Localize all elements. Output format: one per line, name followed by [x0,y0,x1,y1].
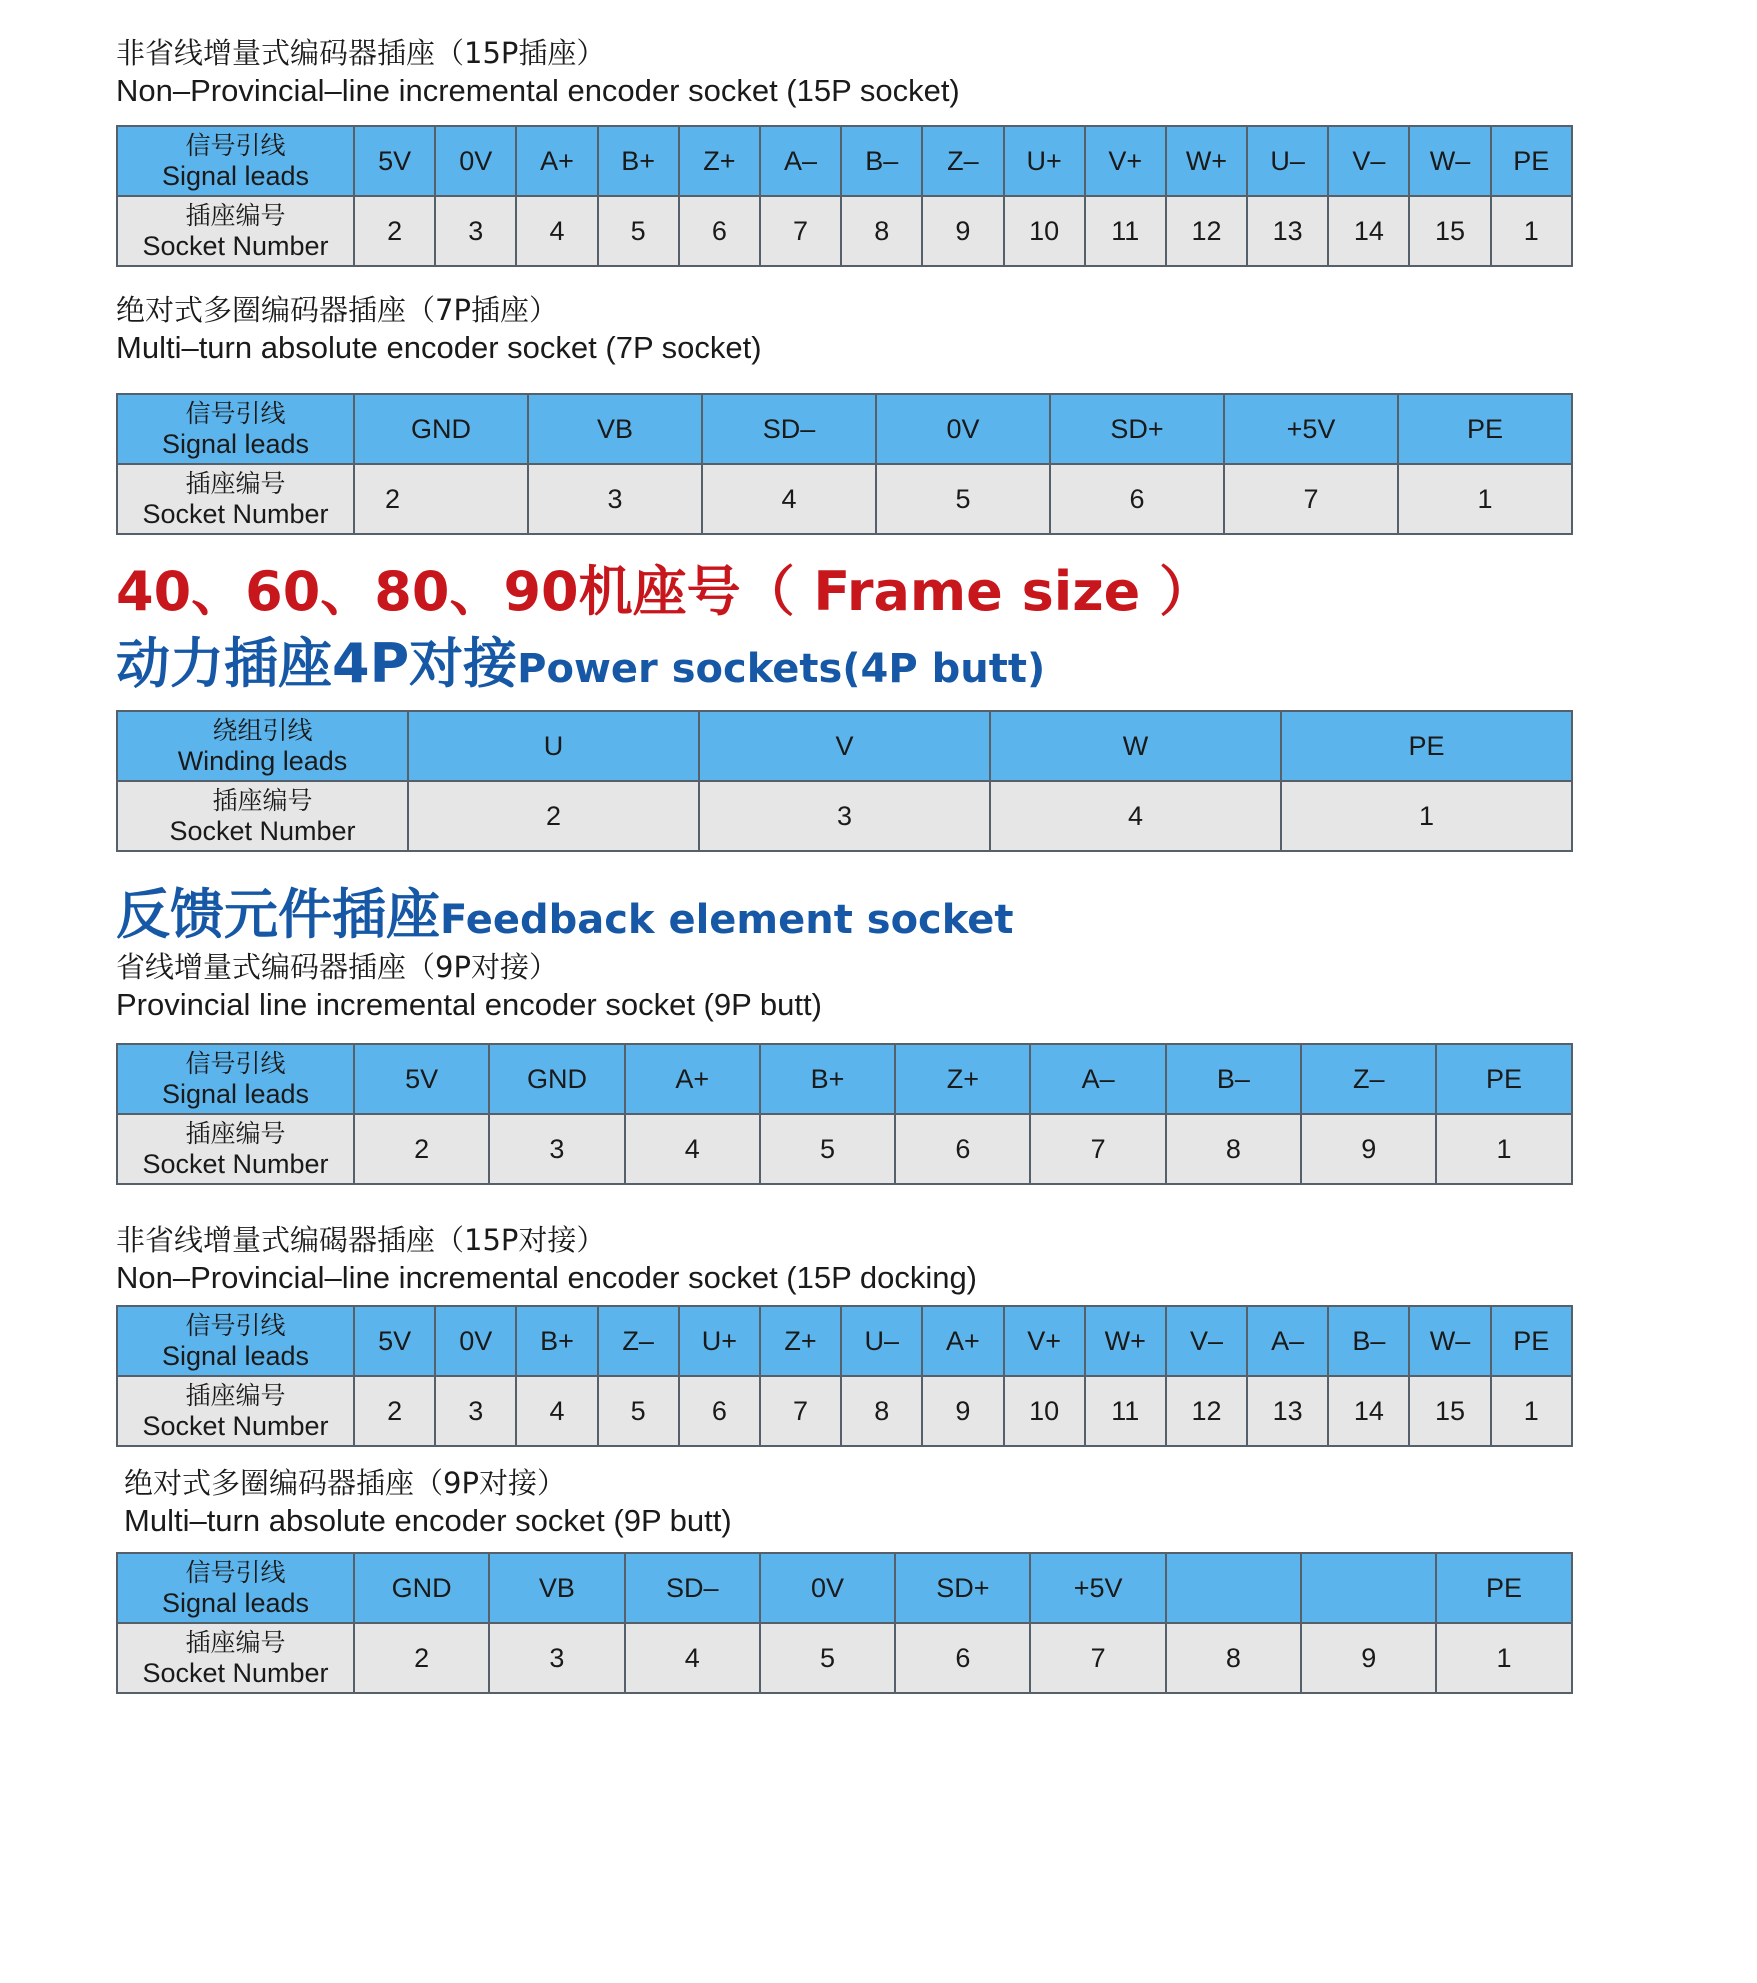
number-cell: 3 [489,1623,624,1693]
number-cell: 2 [408,781,699,851]
header-signal-leads: 信号引线 Signal leads [117,1553,354,1623]
title-cn: 非省线增量式编碣器插座（15P对接） [116,1223,606,1257]
signal-cell: W+ [1166,126,1247,196]
signal-cell: A– [760,126,841,196]
signal-cell: V [699,711,990,781]
section-15p-socket-caption [116,34,1571,110]
number-cell: 4 [990,781,1281,851]
signal-row [117,1306,1572,1376]
signal-cell: U+ [1004,126,1085,196]
number-cell: 15 [1409,1376,1490,1446]
number-cell: 7 [1030,1623,1165,1693]
power-heading-cn: 动力插座4P对接 [116,632,518,695]
title-cn: 绝对式多圈编码器插座（7P插座） [116,293,558,327]
signal-cell: 5V [354,126,435,196]
header-socket-number: 插座编号 Socket Number [117,1623,354,1693]
signal-cell: V– [1328,126,1409,196]
header-socket-number: 插座编号 Socket Number [117,781,408,851]
signal-cell: U+ [679,1306,760,1376]
power-sockets-heading [116,629,1571,704]
number-cell: 7 [1224,464,1398,534]
signal-cell: PE [1436,1044,1571,1114]
number-cell: 1 [1436,1114,1571,1184]
signal-cell: A– [1247,1306,1328,1376]
number-cell: 8 [841,196,922,266]
number-cell: 6 [895,1114,1030,1184]
header-signal-leads: 信号引线 Signal leads [117,1044,354,1114]
table-15p-docking [116,1305,1573,1447]
number-cell: 2 [354,1114,489,1184]
number-cell: 9 [922,196,1003,266]
signal-cell: B+ [598,126,679,196]
header-signal-leads: 信号引线 Signal leads [117,394,354,464]
section-9p-absolute-caption [124,1464,1579,1540]
header-socket-number: 插座编号 Socket Number [117,464,354,534]
number-cell: 9 [1301,1623,1436,1693]
signal-cell: Z– [1301,1044,1436,1114]
signal-cell: W [990,711,1281,781]
table-9p-incremental [116,1043,1573,1185]
number-cell: 14 [1328,1376,1409,1446]
number-cell: 7 [760,196,841,266]
number-row [117,1114,1572,1184]
signal-cell: PE [1436,1553,1571,1623]
number-cell: 3 [489,1114,624,1184]
number-cell: 9 [922,1376,1003,1446]
number-cell: 5 [876,464,1050,534]
number-cell: 1 [1491,196,1572,266]
number-cell: 5 [760,1114,895,1184]
signal-cell: SD+ [895,1553,1030,1623]
number-cell: 6 [679,196,760,266]
title-en: Non–Provincial–line incremental encoder socket (15P docking) [116,1260,978,1295]
feedback-heading-cn: 反馈元件插座 [116,883,440,946]
signal-cell: 5V [354,1044,489,1114]
number-cell: 9 [1301,1114,1436,1184]
number-cell: 11 [1085,1376,1166,1446]
signal-cell: SD+ [1050,394,1224,464]
signal-cell: Z+ [760,1306,841,1376]
section-7p-socket-caption [116,291,1571,367]
signal-cell: PE [1491,1306,1572,1376]
signal-cell: PE [1491,126,1572,196]
header-signal-leads: 信号引线 Signal leads [117,1306,354,1376]
signal-cell: GND [489,1044,624,1114]
signal-cell: 0V [760,1553,895,1623]
number-cell: 4 [516,1376,597,1446]
section-9p-incremental-caption [116,948,1571,1024]
header-socket-number: 插座编号 Socket Number [117,1114,354,1184]
table-9p-absolute [116,1552,1573,1694]
signal-row [117,394,1572,464]
signal-cell: Z+ [895,1044,1030,1114]
number-row [117,1623,1572,1693]
table-15p-socket [116,125,1573,267]
header-socket-number: 插座编号 Socket Number [117,1376,354,1446]
number-cell: 2 [354,1376,435,1446]
number-cell: 1 [1398,464,1572,534]
number-cell: 7 [760,1376,841,1446]
number-cell: 10 [1004,196,1085,266]
signal-cell: 0V [435,1306,516,1376]
number-cell: 6 [895,1623,1030,1693]
signal-cell: V– [1166,1306,1247,1376]
header-socket-number: 插座编号 Socket Number [117,196,354,266]
signal-cell: V+ [1004,1306,1085,1376]
number-cell: 13 [1247,1376,1328,1446]
signal-cell: SD– [625,1553,760,1623]
title-en: Non–Provincial–line incremental encoder socket (15P socket) [116,73,960,108]
number-cell: 13 [1247,196,1328,266]
signal-cell: A+ [516,126,597,196]
feedback-heading [116,880,1571,955]
number-cell: 14 [1328,196,1409,266]
number-row [117,196,1572,266]
number-cell: 12 [1166,1376,1247,1446]
signal-cell: U– [841,1306,922,1376]
signal-cell: A+ [625,1044,760,1114]
signal-cell: 0V [435,126,516,196]
signal-cell: SD– [702,394,876,464]
signal-cell: U– [1247,126,1328,196]
title-cn: 省线增量式编码器插座（9P对接） [116,950,558,984]
title-en: Multi–turn absolute encoder socket (7P socket) [116,330,762,365]
signal-cell: W+ [1085,1306,1166,1376]
signal-cell-empty [1166,1553,1301,1623]
number-cell: 12 [1166,196,1247,266]
signal-cell: +5V [1030,1553,1165,1623]
signal-cell: V+ [1085,126,1166,196]
signal-cell: B+ [516,1306,597,1376]
title-cn: 绝对式多圈编码器插座（9P对接） [124,1466,566,1500]
number-cell: 8 [841,1376,922,1446]
signal-cell: +5V [1224,394,1398,464]
signal-cell: VB [528,394,702,464]
signal-cell: Z– [598,1306,679,1376]
title-en: Multi–turn absolute encoder socket (9P butt) [124,1503,732,1538]
number-cell: 11 [1085,196,1166,266]
number-cell: 5 [760,1623,895,1693]
signal-cell: GND [354,1553,489,1623]
number-cell: 3 [435,196,516,266]
number-cell: 2 [354,1623,489,1693]
signal-cell: B– [1328,1306,1409,1376]
number-cell: 1 [1281,781,1572,851]
number-row [117,1376,1572,1446]
number-row [117,464,1572,534]
number-cell: 6 [679,1376,760,1446]
signal-cell: U [408,711,699,781]
power-heading-en: Power sockets(4P butt) [517,646,1046,692]
signal-row [117,126,1572,196]
header-signal-leads: 信号引线 Signal leads [117,126,354,196]
number-cell: 4 [625,1623,760,1693]
signal-cell: Z– [922,126,1003,196]
header-winding-leads: 绕组引线 Winding leads [117,711,408,781]
number-cell: 4 [625,1114,760,1184]
signal-cell: W– [1409,126,1490,196]
signal-cell: Z+ [679,126,760,196]
signal-cell: PE [1281,711,1572,781]
number-cell: 15 [1409,196,1490,266]
number-cell: 4 [516,196,597,266]
number-cell: 8 [1166,1623,1301,1693]
title-en: Provincial line incremental encoder socket (9P butt) [116,987,822,1022]
number-cell: 4 [702,464,876,534]
section-15p-docking-caption [116,1221,1571,1297]
feedback-heading-en: Feedback element socket [440,897,1014,943]
signal-cell: B+ [760,1044,895,1114]
number-cell: 7 [1030,1114,1165,1184]
signal-cell: 0V [876,394,1050,464]
number-cell: 3 [528,464,702,534]
signal-cell: 5V [354,1306,435,1376]
signal-cell: A– [1030,1044,1165,1114]
number-cell: 8 [1166,1114,1301,1184]
signal-cell: B– [841,126,922,196]
signal-cell: A+ [922,1306,1003,1376]
signal-row [117,1044,1572,1114]
number-cell: 2 [354,196,435,266]
number-cell: 1 [1491,1376,1572,1446]
signal-cell-empty [1301,1553,1436,1623]
number-cell: 5 [598,1376,679,1446]
signal-cell: VB [489,1553,624,1623]
winding-row [117,711,1572,781]
signal-cell: W– [1409,1306,1490,1376]
signal-cell: GND [354,394,528,464]
number-cell: 10 [1004,1376,1085,1446]
signal-row [117,1553,1572,1623]
table-7p-socket [116,393,1573,535]
number-cell: 3 [435,1376,516,1446]
number-cell: 1 [1436,1623,1571,1693]
number-cell: 5 [598,196,679,266]
number-row [117,781,1572,851]
number-cell: 2 [354,464,528,534]
frame-size-heading: 40、60、80、90机座号（ Frame size ） [116,560,1214,623]
signal-cell: B– [1166,1044,1301,1114]
table-power-4p [116,710,1573,852]
number-cell: 6 [1050,464,1224,534]
number-cell: 3 [699,781,990,851]
title-cn: 非省线增量式编码器插座（15P插座） [116,36,606,70]
signal-cell: PE [1398,394,1572,464]
